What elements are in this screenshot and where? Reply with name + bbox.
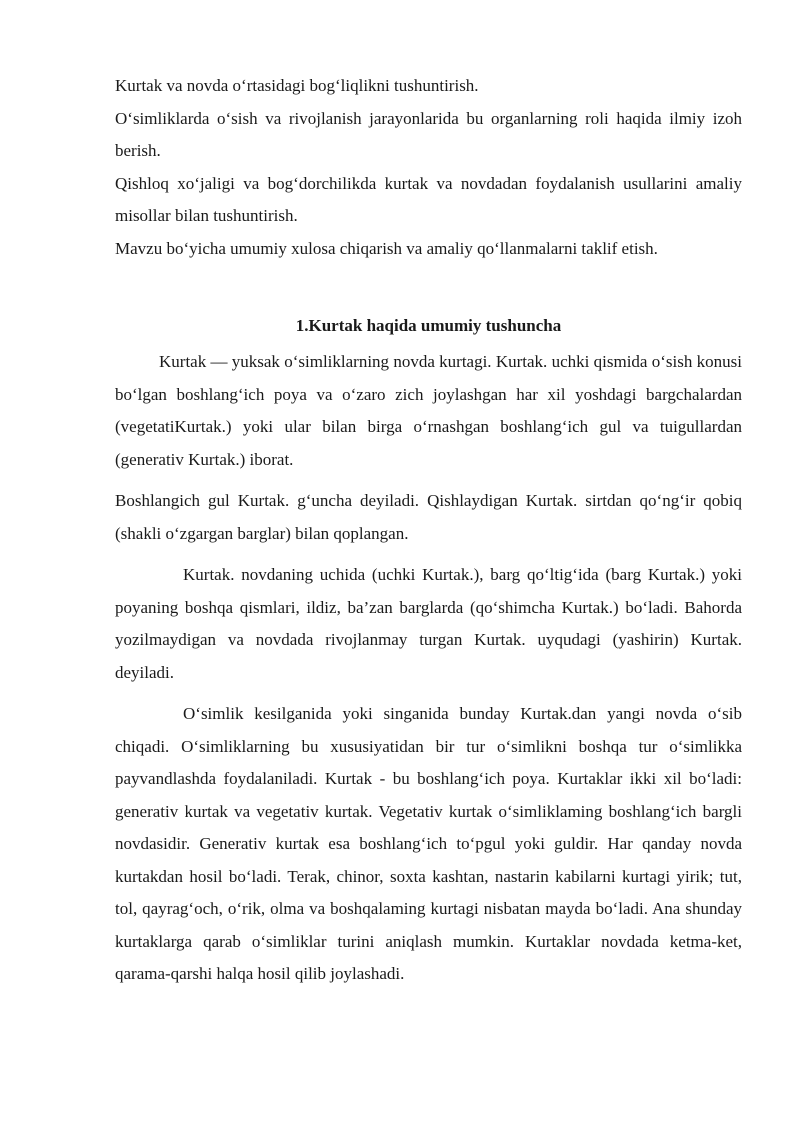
paragraph-3: Kurtak. novdaning uchida (uchki Kurtak.), barg qo‘ltig‘ida (barg Kurtak.) yoki poyaning boshqa qismlari, ildiz, ba’zan barglarda (qo‘shimcha Kurtak.) bo‘ladi. Bahorda yozilmaydigan va novdada rivojlanmay turgan Kurtak. uyqudagi (yashirin) Kurtak. deyiladi. [115,565,742,682]
section-heading: 1.Kurtak haqida umumiy tushuncha [295,316,562,335]
intro-line-2: O‘simliklarda o‘sish va rivojlanish jarayonlarida bu organlarning roli haqida ilmiy izoh berish. [115,108,742,160]
document-page [115,70,742,991]
paragraph-4: O‘simlik kesilganida yoki singanida bunday Kurtak.dan yangi novda o‘sib chiqadi. O‘simliklarning bu xususiyatidan bir tur o‘simlikni boshqa tur o‘simlikka payvandlashda foydalaniladi. Kurtak - bu boshlang‘ich poya. Kurtaklar ikki xil bo‘ladi: generativ kurtak va vegetativ kurtak. Vegetativ kurtak o‘simliklaming boshlang‘ich bargli novdasidir. Generativ kurtak esa boshlang‘ich to‘pgul yoki guldir. Har qanday novda kurtakdan hosil bo‘ladi. Terak, chinor, soxta kashtan, nastarin kabilarni kurtagi yirik; tut, tol, qayrag‘och, o‘rik, olma va boshqalaming kurtagi nisbatan mayda bo‘ladi. Ana shunday kurtaklarga qarab o‘simliklar turini aniqlash mumkin. Kurtaklar novdada ketma-ket, qarama-qarshi halqa hosil qilib joylashadi. [115,704,742,983]
paragraph-2: Boshlangich gul Kurtak. g‘uncha deyiladi. Qishlaydigan Kurtak. sirtdan qo‘ng‘ir qobiq (shakli o‘zgargan barglar) bilan qoplangan. [115,491,742,543]
intro-line-4: Mavzu bo‘yicha umumiy xulosa chiqarish va amaliy qo‘llanmalarni taklif etish. [115,238,658,258]
intro-line-1: Kurtak va novda o‘rtasidagi bog‘liqlikni tushuntirish. [115,76,479,95]
intro-line-3: Qishloq xo‘jaligi va bog‘dorchilikda kurtak va novdadan foydalanish usullarini amaliy misollar bilan tushuntirish. [115,173,742,225]
paragraph-1: Kurtak — yuksak o‘simliklarning novda kurtagi. Kurtak. uchki qismida o‘sish konusi bo‘lgan boshlang‘ich poya va o‘zaro zich joylashgan har xil yoshdagi bargchalardan (vegetatiKurtak.) yoki ular bilan birga o‘rnashgan boshlang‘ich gul va tuigullardan (generativ Kurtak.) iborat. [115,352,742,469]
